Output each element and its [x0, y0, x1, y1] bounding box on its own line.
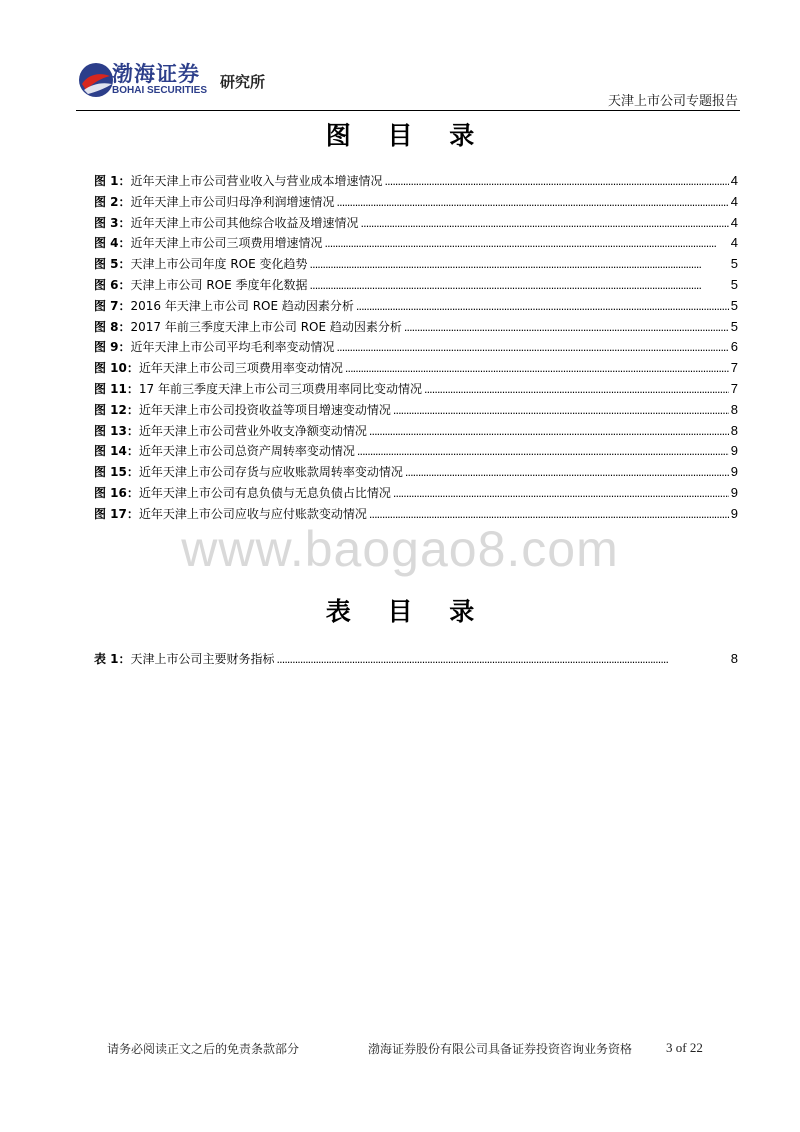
bohai-logo-icon: [76, 60, 116, 100]
table-toc-entry[interactable]: [94, 649, 738, 670]
toc-entry-label: 图 5：: [94, 257, 131, 272]
toc-entry-title: 近年天津上市公司投资收益等项目增速变动情况: [138, 402, 391, 417]
toc-dot-leader: [310, 255, 729, 276]
tables-toc-list: [94, 649, 738, 670]
toc-dot-leader: [310, 276, 729, 297]
toc-entry-label: 图 12：: [94, 402, 139, 417]
toc-entry-title: 近年天津上市公司其他综合收益及增速情况: [130, 215, 359, 230]
toc-entry-title: 天津上市公司年度 ROE 变化趋势: [130, 257, 308, 272]
toc-dot-leader: [405, 463, 729, 484]
toc-entry-page: 8: [730, 422, 738, 438]
figure-toc-entry[interactable]: [94, 192, 738, 213]
toc-entry-page: 5: [730, 256, 738, 272]
toc-entry-page: 5: [730, 276, 738, 292]
toc-entry-title: 近年天津上市公司营业外收支净额变动情况: [138, 423, 367, 438]
toc-entry-label: 图 10：: [94, 361, 139, 376]
toc-entry-label: 图 6：: [94, 277, 131, 292]
toc-dot-leader: [325, 234, 729, 255]
toc-entry-page: 4: [730, 214, 738, 230]
toc-entry-page: 9: [730, 484, 738, 500]
toc-entry-title: 2017 年前三季度天津上市公司 ROE 趋动因素分析: [130, 319, 402, 334]
toc-dot-leader: [337, 193, 729, 214]
toc-entry-page: 9: [730, 443, 738, 459]
toc-entry-title: 近年天津上市公司有息负债与无息负债占比情况: [138, 485, 391, 500]
figure-toc-entry[interactable]: [94, 400, 738, 421]
figure-toc-entry[interactable]: [94, 275, 738, 296]
toc-entry-title: 近年天津上市公司应收与应付账款变动情况: [138, 506, 367, 521]
toc-entry-label: 图 8：: [94, 319, 131, 334]
figure-toc-entry[interactable]: [94, 171, 738, 192]
toc-entry-label: 图 17：: [94, 506, 139, 521]
toc-dot-leader: [404, 318, 729, 339]
toc-entry-page: 4: [730, 235, 738, 251]
logo-chinese-name: 渤海证券: [112, 62, 200, 86]
page-footer: [0, 1040, 800, 1060]
figure-toc-entry[interactable]: [94, 296, 738, 317]
figure-toc-entry[interactable]: [94, 213, 738, 234]
page-header: [76, 58, 740, 110]
toc-entry-label: 表 1：: [94, 652, 131, 666]
figure-toc-entry[interactable]: [94, 337, 738, 358]
toc-entry-label: 图 16：: [94, 485, 139, 500]
toc-entry-title: 近年天津上市公司营业收入与营业成本增速情况: [130, 174, 383, 188]
page-number: 3 of 22: [666, 1040, 703, 1055]
toc-dot-leader: [357, 442, 729, 463]
toc-entry-label: 图 4：: [94, 236, 131, 251]
toc-entry-page: 9: [730, 464, 738, 480]
header-divider: [76, 110, 740, 111]
figure-toc-entry[interactable]: [94, 379, 738, 400]
toc-entry-page: 4: [730, 193, 738, 209]
toc-entry-title: 2016 年天津上市公司 ROE 趋动因素分析: [130, 298, 354, 313]
toc-dot-leader: [393, 484, 729, 505]
toc-entry-page: 4: [730, 173, 738, 188]
toc-entry-title: 近年天津上市公司存货与应收账款周转率变动情况: [138, 465, 403, 480]
toc-dot-leader: [385, 172, 729, 193]
toc-entry-label: 图 2：: [94, 194, 131, 209]
figure-toc-entry[interactable]: [94, 317, 738, 338]
toc-dot-leader: [356, 297, 729, 318]
toc-entry-title: 近年天津上市公司三项费用增速情况: [130, 236, 323, 251]
toc-entry-page: 7: [730, 380, 738, 396]
report-type: 天津上市公司专题报告: [607, 94, 738, 109]
toc-entry-label: 图 9：: [94, 340, 131, 355]
toc-entry-page: 7: [730, 360, 738, 376]
toc-entry-title: 近年天津上市公司总资产周转率变动情况: [138, 444, 355, 459]
figures-toc-list: [94, 171, 738, 525]
toc-entry-page: 8: [730, 651, 738, 666]
toc-entry-title: 近年天津上市公司平均毛利率变动情况: [130, 340, 335, 355]
figure-toc-entry[interactable]: [94, 254, 738, 275]
figure-toc-entry[interactable]: [94, 462, 738, 483]
toc-dot-leader: [393, 401, 729, 422]
logo-english-name: BOHAI SECURITIES: [112, 85, 208, 96]
figure-toc-entry[interactable]: [94, 441, 738, 462]
figures-toc-title: 图 目 录: [325, 121, 489, 150]
figure-toc-entry[interactable]: [94, 233, 738, 254]
toc-entry-label: 图 13：: [94, 423, 139, 438]
toc-dot-leader: [277, 650, 729, 671]
footer-disclaimer: 请务必阅读正文之后的免责条款部分: [107, 1042, 300, 1056]
toc-dot-leader: [337, 338, 729, 359]
toc-entry-title: 17 年前三季度天津上市公司三项费用率同比变动情况: [138, 381, 422, 396]
figure-toc-entry[interactable]: [94, 358, 738, 379]
figure-toc-entry[interactable]: [94, 421, 738, 442]
toc-entry-page: 9: [730, 505, 738, 521]
toc-entry-page: 6: [730, 339, 738, 355]
toc-entry-title: 天津上市公司主要财务指标: [130, 652, 275, 666]
toc-dot-leader: [345, 359, 729, 380]
institute-label: 研究所: [220, 73, 266, 91]
toc-entry-label: 图 7：: [94, 298, 131, 313]
toc-dot-leader: [369, 422, 729, 443]
tables-toc-title: 表 目 录: [325, 597, 489, 626]
figure-toc-entry[interactable]: [94, 483, 738, 504]
toc-dot-leader: [361, 214, 729, 235]
toc-entry-label: 图 14：: [94, 444, 139, 459]
toc-entry-page: 8: [730, 401, 738, 417]
toc-dot-leader: [424, 380, 729, 401]
toc-entry-title: 天津上市公司 ROE 季度年化数据: [130, 277, 308, 292]
toc-entry-label: 图 1：: [94, 174, 131, 188]
toc-entry-page: 5: [730, 297, 738, 313]
toc-entry-page: 5: [730, 318, 738, 334]
toc-entry-title: 近年天津上市公司三项费用率变动情况: [138, 361, 343, 376]
toc-entry-title: 近年天津上市公司归母净利润增速情况: [130, 194, 335, 209]
footer-qualification: 渤海证券股份有限公司具备证券投资咨询业务资格: [368, 1042, 633, 1056]
toc-entry-label: 图 3：: [94, 215, 131, 230]
toc-entry-label: 图 11：: [94, 381, 139, 396]
watermark: www.baogao8.com: [181, 521, 619, 577]
toc-entry-label: 图 15：: [94, 465, 139, 480]
